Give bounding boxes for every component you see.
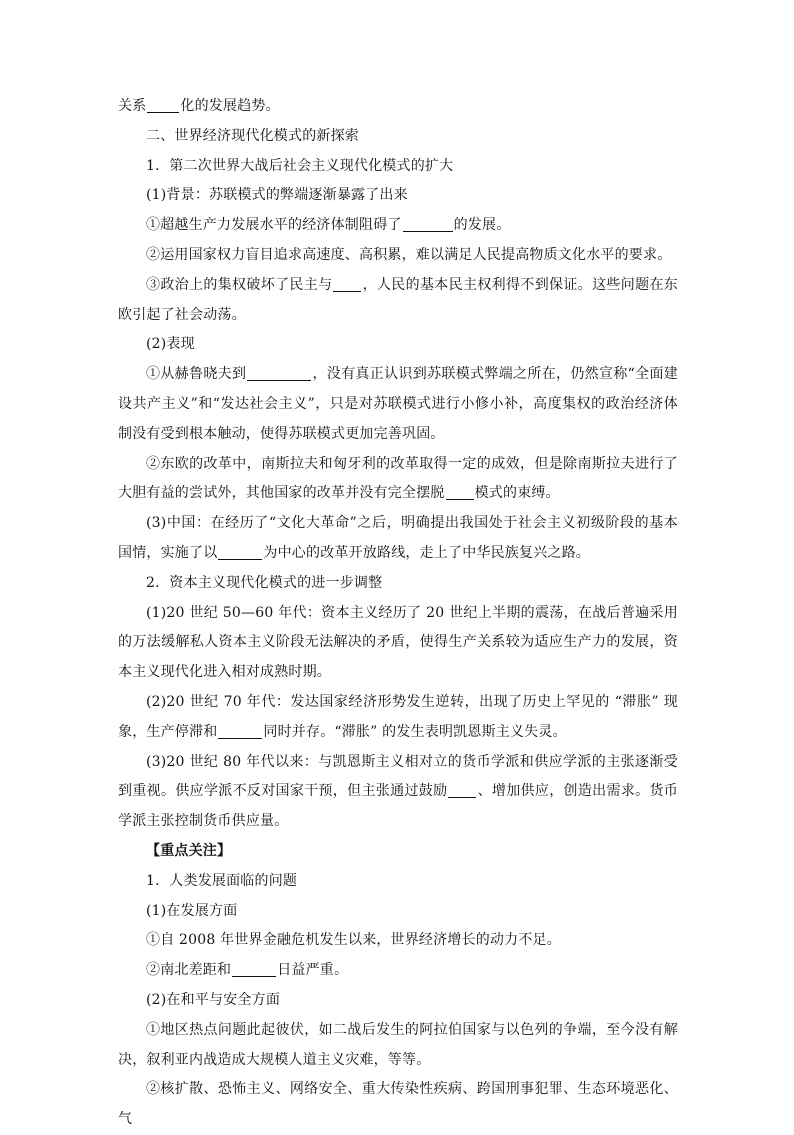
item-heading: (2)表现 [146, 336, 195, 353]
subsection-heading: 1．人类发展面临的问题 [146, 872, 298, 889]
item-point: ②南北差距和 日益严重。 [118, 956, 678, 986]
item-period: (3)20 世纪 80 年代以来：与凯恩斯主义相对立的货币学派和供应学派的主张逐渐受到重视。供应学派不反对国家干预，但主张通过鼓励 、增加供应，创造出需求。货币学派主张控制货币供应量。 [118, 753, 678, 830]
item-point: ③政治上的集权破坏了民主与 ，人民的基本民主权利得不到保证。这些问题在东欧引起了社会动荡。 [118, 271, 678, 331]
item-heading: (2)在和平与安全方面 [146, 991, 281, 1008]
section-heading: 二、世界经济现代化模式的新探索 [146, 127, 359, 144]
paragraph-continuation: 关系 化的发展趋势。 [118, 92, 678, 122]
fill-blank [333, 274, 361, 292]
item-point: ②东欧的改革中，南斯拉夫和匈牙利的改革取得一定的成效，但是除南斯拉夫进行了大胆有益的尝试外，其他国家的改革并没有完全摆脱 模式的束缚。 [118, 455, 678, 502]
item-point: ①地区热点问题此起彼伏，如二战后发生的阿拉伯国家与以色列的争端，至今没有解决，叙利亚内战造成大规模人道主义灾难，等等。 [118, 1021, 678, 1068]
document-body [118, 92, 678, 1135]
subsection-heading: 2．资本主义现代化模式的进一步调整 [146, 574, 383, 591]
item-point: ①超越生产力发展水平的经济体制阻碍了 的发展。 [118, 211, 678, 241]
item-point: ①自 2008 年世界金融危机发生以来，世界经济增长的动力不足。 [146, 932, 561, 949]
fill-blank [448, 780, 476, 798]
item-point: ①从赫鲁晓夫到 ，没有真正认识到苏联模式弊端之所在，仍然宣称“全面建设共产主义”和“发达社会主义”，只是对苏联模式进行小修小补，高度集权的政治经济体制没有受到根本触动，使得苏联模式更加完善巩固。 [118, 360, 678, 449]
item-period: (1)20 世纪 50—60 年代：资本主义经历了 20 世纪上半期的震荡，在战后普遍采用的万法缓解私人资本主义阶段无法解决的矛盾，使得生产关系较为适应生产力的发展，资本主义现代化进入相对成熟时期。 [118, 604, 678, 681]
item-point: ②核扩散、恐怖主义、网络安全、重大传染性疾病、跨国刑事犯罪、生态环境恶化、气 [118, 1081, 678, 1128]
fill-blank [218, 721, 262, 739]
item-period: (2)20 世纪 70 年代：发达国家经济形势发生逆转，出现了历史上罕见的 “滞胀” 现象，生产停滞和 同时并存。“滞胀” 的发生表明凯恩斯主义失灵。 [118, 693, 678, 740]
fill-blank [446, 482, 474, 500]
item-china: (3)中国：在经历了“文化大革命”之后，明确提出我国处于社会主义初级阶段的基本国情，实施了以 为中心的改革开放路线，走上了中华民族复兴之路。 [118, 515, 678, 561]
item-background: (1)背景：苏联模式的弊端逐渐暴露了出来 [146, 187, 408, 204]
subsection-heading: 1．第二次世界大战后社会主义现代化模式的扩大 [146, 157, 454, 174]
fill-blank [218, 542, 262, 560]
item-point: ②运用国家权力盲目追求高速度、高积累，难以满足人民提高物质文化水平的要求。 [146, 246, 672, 263]
fill-blank [232, 959, 276, 977]
item-heading: (1)在发展方面 [146, 902, 238, 919]
key-focus-heading: 【重点关注】 [146, 842, 232, 859]
fill-blank [147, 95, 179, 113]
fill-blank [403, 214, 453, 232]
fill-blank [247, 363, 311, 381]
